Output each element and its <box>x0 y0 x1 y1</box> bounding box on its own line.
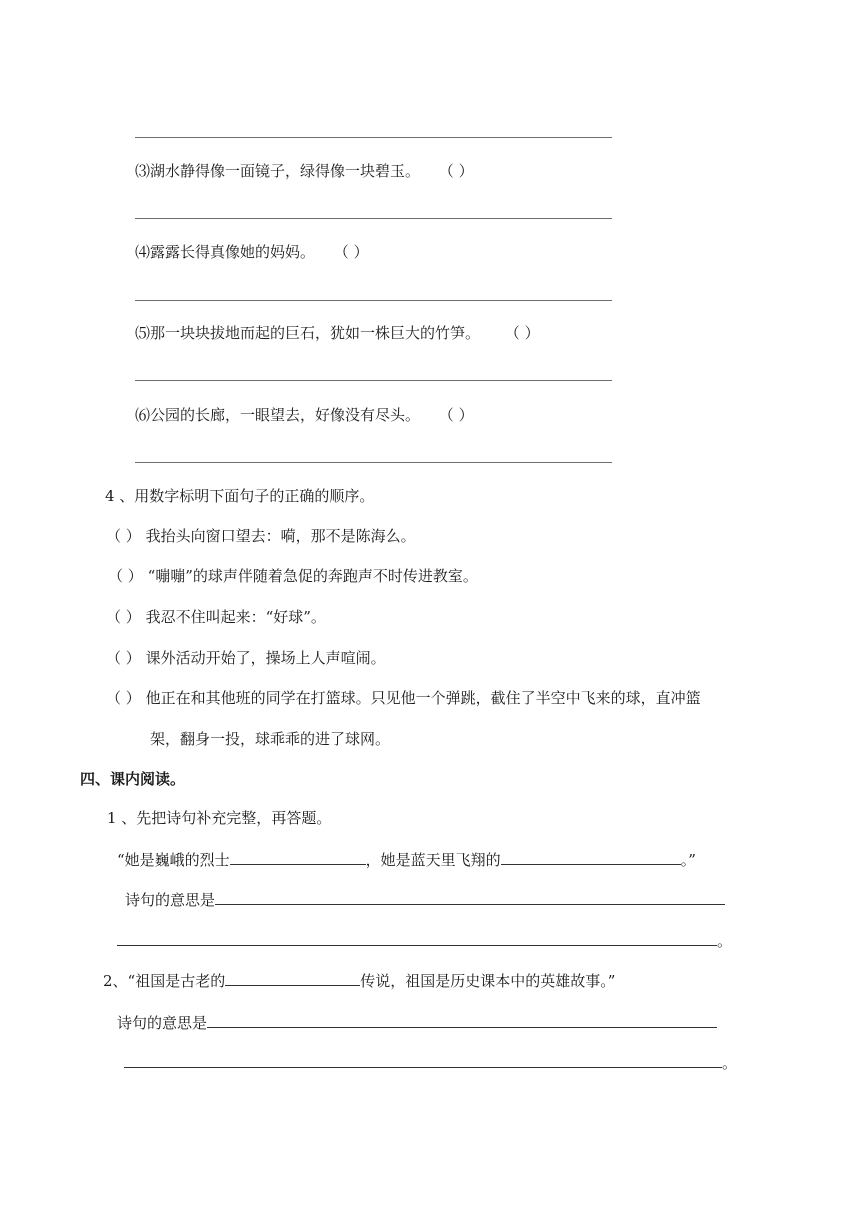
order-paren[interactable]: （ ） <box>106 608 141 626</box>
answer-line[interactable] <box>135 218 612 219</box>
q4-item-continuation: 架，翻身一投，球乖乖的进了球网。 <box>150 730 391 748</box>
order-paren[interactable]: （ ） <box>106 649 141 667</box>
sentence-text: 他正在和其他班的同学在打篮球。只见他一个弹跳，截住了半空中飞来的球，直冲篮 <box>145 689 701 707</box>
answer-paren[interactable]: （ ） <box>504 324 540 342</box>
answer-line[interactable] <box>135 137 612 138</box>
end-mark: 。 <box>717 932 733 950</box>
end-mark: 。 <box>722 1054 738 1072</box>
fill-blank[interactable] <box>230 849 366 865</box>
q4-item <box>106 648 386 668</box>
answer-blank[interactable] <box>124 1052 722 1068</box>
q4-item <box>106 526 416 546</box>
poem-text-mid: ，她是蓝天里飞翔的 <box>365 851 501 869</box>
poem-text-open: 2、“祖国是古老的 <box>103 972 226 990</box>
sentence-text: 我忍不住叫起来：“好球”。 <box>145 608 326 626</box>
q4-item <box>108 566 478 586</box>
q1-poem-line <box>117 849 696 870</box>
order-paren[interactable]: （ ） <box>106 689 141 707</box>
poem-text-close: 传说，祖国是历史课本中的英雄故事。” <box>360 972 616 990</box>
q2-poem-line <box>103 970 615 991</box>
poem-text-open: “她是巍峨的烈士 <box>117 851 230 869</box>
section-heading: 四、课内阅读。 <box>80 770 186 788</box>
sentence-text: 我抬头向窗口望去：嗬，那不是陈海么。 <box>145 527 416 545</box>
q2-meaning-line <box>117 1012 717 1033</box>
fill-blank[interactable] <box>501 849 681 865</box>
answer-paren[interactable]: （ ） <box>438 406 474 424</box>
answer-blank[interactable] <box>215 889 725 905</box>
q3-item-6 <box>135 405 474 425</box>
q1-meaning-line-2 <box>117 930 732 951</box>
answer-line[interactable] <box>135 462 612 463</box>
answer-paren[interactable]: （ ） <box>438 162 474 180</box>
q3-item-4 <box>135 242 369 262</box>
q4-title: 4 、用数字标明下面句子的正确的顺序。 <box>105 487 375 505</box>
order-paren[interactable]: （ ） <box>106 527 141 545</box>
sentence-text: “嘣嘣”的球声伴随着急促的奔跑声不时传进教室。 <box>147 567 478 585</box>
q2-meaning-line-2 <box>124 1052 737 1073</box>
sentence-text: ⑶湖水静得像一面镜子，绿得像一块碧玉。 <box>135 162 421 180</box>
answer-blank[interactable] <box>207 1012 717 1028</box>
fill-blank[interactable] <box>225 970 360 986</box>
q3-item-5 <box>135 323 540 343</box>
answer-line[interactable] <box>135 300 612 301</box>
answer-line[interactable] <box>135 380 612 381</box>
poem-text-close: 。” <box>680 851 696 869</box>
q3-item-3 <box>135 161 474 181</box>
meaning-label: 诗句的意思是 <box>117 1014 208 1032</box>
q4-item <box>106 607 326 627</box>
sentence-text: ⑹公园的长廊，一眼望去，好像没有尽头。 <box>135 406 421 424</box>
sentence-text: ⑸那一块块拔地而起的巨石，犹如一株巨大的竹笋。 <box>135 324 481 342</box>
q1-title: 1 、先把诗句补充完整，再答题。 <box>107 809 332 827</box>
order-paren[interactable]: （ ） <box>108 567 143 585</box>
answer-paren[interactable]: （ ） <box>333 243 369 261</box>
q1-meaning-line <box>125 889 725 910</box>
q4-item <box>106 688 701 708</box>
meaning-label: 诗句的意思是 <box>125 891 216 909</box>
sentence-text: ⑷露露长得真像她的妈妈。 <box>135 243 316 261</box>
sentence-text: 课外活动开始了，操场上人声喧闹。 <box>145 649 386 667</box>
answer-blank[interactable] <box>117 930 717 946</box>
